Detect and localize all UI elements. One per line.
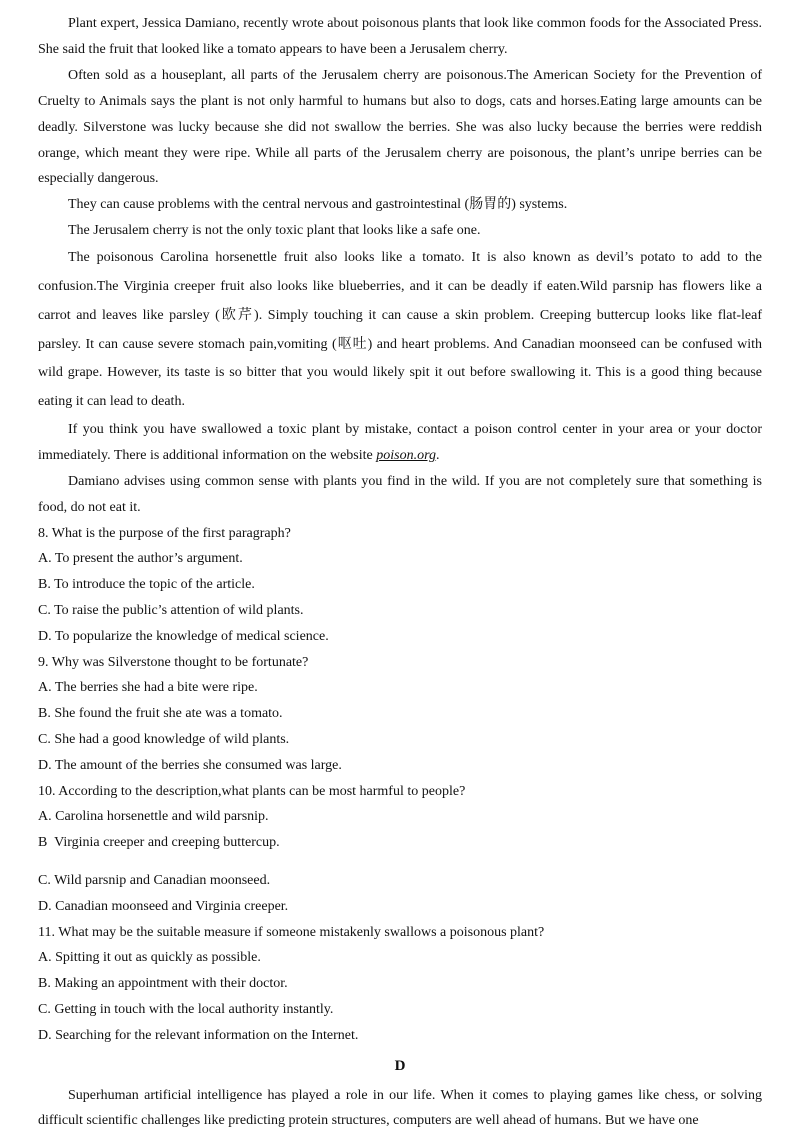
answer-option: C. To raise the public’s attention of wild plants. — [38, 598, 762, 624]
question-stem: 9. Why was Silverstone thought to be fortunate? — [38, 650, 762, 676]
contact-text: If you think you have swallowed a toxic plant by mistake, contact a poison control center in your area or your doctor immediately. There is additional information on the website — [38, 422, 762, 463]
contact-text-end: . — [436, 448, 440, 463]
question-stem: 8. What is the purpose of the first paragraph? — [38, 521, 762, 547]
question-11 — [38, 920, 762, 1049]
website-link[interactable]: poison.org — [376, 448, 436, 463]
document-page — [38, 11, 762, 1134]
answer-option: D. To popularize the knowledge of medical science. — [38, 624, 762, 650]
answer-option: A. Carolina horsenettle and wild parsnip. — [38, 804, 762, 830]
answer-option: A. The berries she had a bite were ripe. — [38, 675, 762, 701]
passage-paragraph: They can cause problems with the central nervous and gastrointestinal (肠胃的) systems. — [38, 192, 762, 218]
answer-option: C. She had a good knowledge of wild plants. — [38, 727, 762, 753]
question-9 — [38, 650, 762, 779]
passage-paragraph: The poisonous Carolina horsenettle fruit also looks like a tomato. It is also known as devil’s potato to add to the confusion.The Virginia creeper fruit also looks like blueberries, and it can be deadly if eaten.Wild parsnip has flowers like a carrot and leaves like parsley (欧芹). Simply touching it can cause a skin problem. Creeping buttercup looks like flat-leaf parsley. It can cause severe stomach pain,vomiting (呕吐) and heart problems. And Canadian moonseed can be confused with wild grape. However, its taste is so bitter that you would likely spit it out before swallowing it. This is a good thing because eating it can lead to death. — [38, 244, 762, 417]
spacer — [38, 856, 762, 868]
answer-option: D. Canadian moonseed and Virginia creeper. — [38, 894, 762, 920]
answer-option: B. Making an appointment with their doctor. — [38, 971, 762, 997]
passage-paragraph: Damiano advises using common sense with plants you find in the wild. If you are not completely sure that something is food, do not eat it. — [38, 469, 762, 521]
passage-paragraph-contact — [38, 417, 762, 469]
question-stem: 10. According to the description,what plants can be most harmful to people? — [38, 779, 762, 805]
answer-option: B. To introduce the topic of the article. — [38, 572, 762, 598]
answer-option: B Virginia creeper and creeping buttercup. — [38, 830, 762, 856]
answer-option: D. The amount of the berries she consumed was large. — [38, 753, 762, 779]
answer-option: A. Spitting it out as quickly as possible. — [38, 945, 762, 971]
answer-option: C. Getting in touch with the local authority instantly. — [38, 997, 762, 1023]
answer-option: A. To present the author’s argument. — [38, 546, 762, 572]
passage-paragraph: The Jerusalem cherry is not the only toxic plant that looks like a safe one. — [38, 218, 762, 244]
question-stem: 11. What may be the suitable measure if someone mistakenly swallows a poisonous plant? — [38, 920, 762, 946]
question-10 — [38, 779, 762, 920]
passage-paragraph: Often sold as a houseplant, all parts of the Jerusalem cherry are poisonous.The American Society for the Prevention of Cruelty to Animals says the plant is not only harmful to humans but also to dogs, cats and horses.Eating large amounts can be deadly. Silverstone was lucky because she did not swallow the berries. She was also lucky because the berries were reddish orange, which meant they were ripe. While all parts of the Jerusalem cherry are poisonous, the plant’s unripe berries can be especially dangerous. — [38, 63, 762, 193]
passage-paragraph: Superhuman artificial intelligence has played a role in our life. When it comes to playing games like chess, or solving difficult scientific challenges like predicting protein structures, computers are well ahead of humans. But we have one — [38, 1083, 762, 1134]
question-8 — [38, 521, 762, 650]
answer-option: B. She found the fruit she ate was a tomato. — [38, 701, 762, 727]
passage-paragraph: Plant expert, Jessica Damiano, recently wrote about poisonous plants that look like common foods for the Associated Press. She said the fruit that looked like a tomato appears to have been a Jerusalem cherry. — [38, 11, 762, 63]
answer-option: D. Searching for the relevant information on the Internet. — [38, 1023, 762, 1049]
answer-option: C. Wild parsnip and Canadian moonseed. — [38, 868, 762, 894]
section-heading: D — [38, 1049, 762, 1083]
